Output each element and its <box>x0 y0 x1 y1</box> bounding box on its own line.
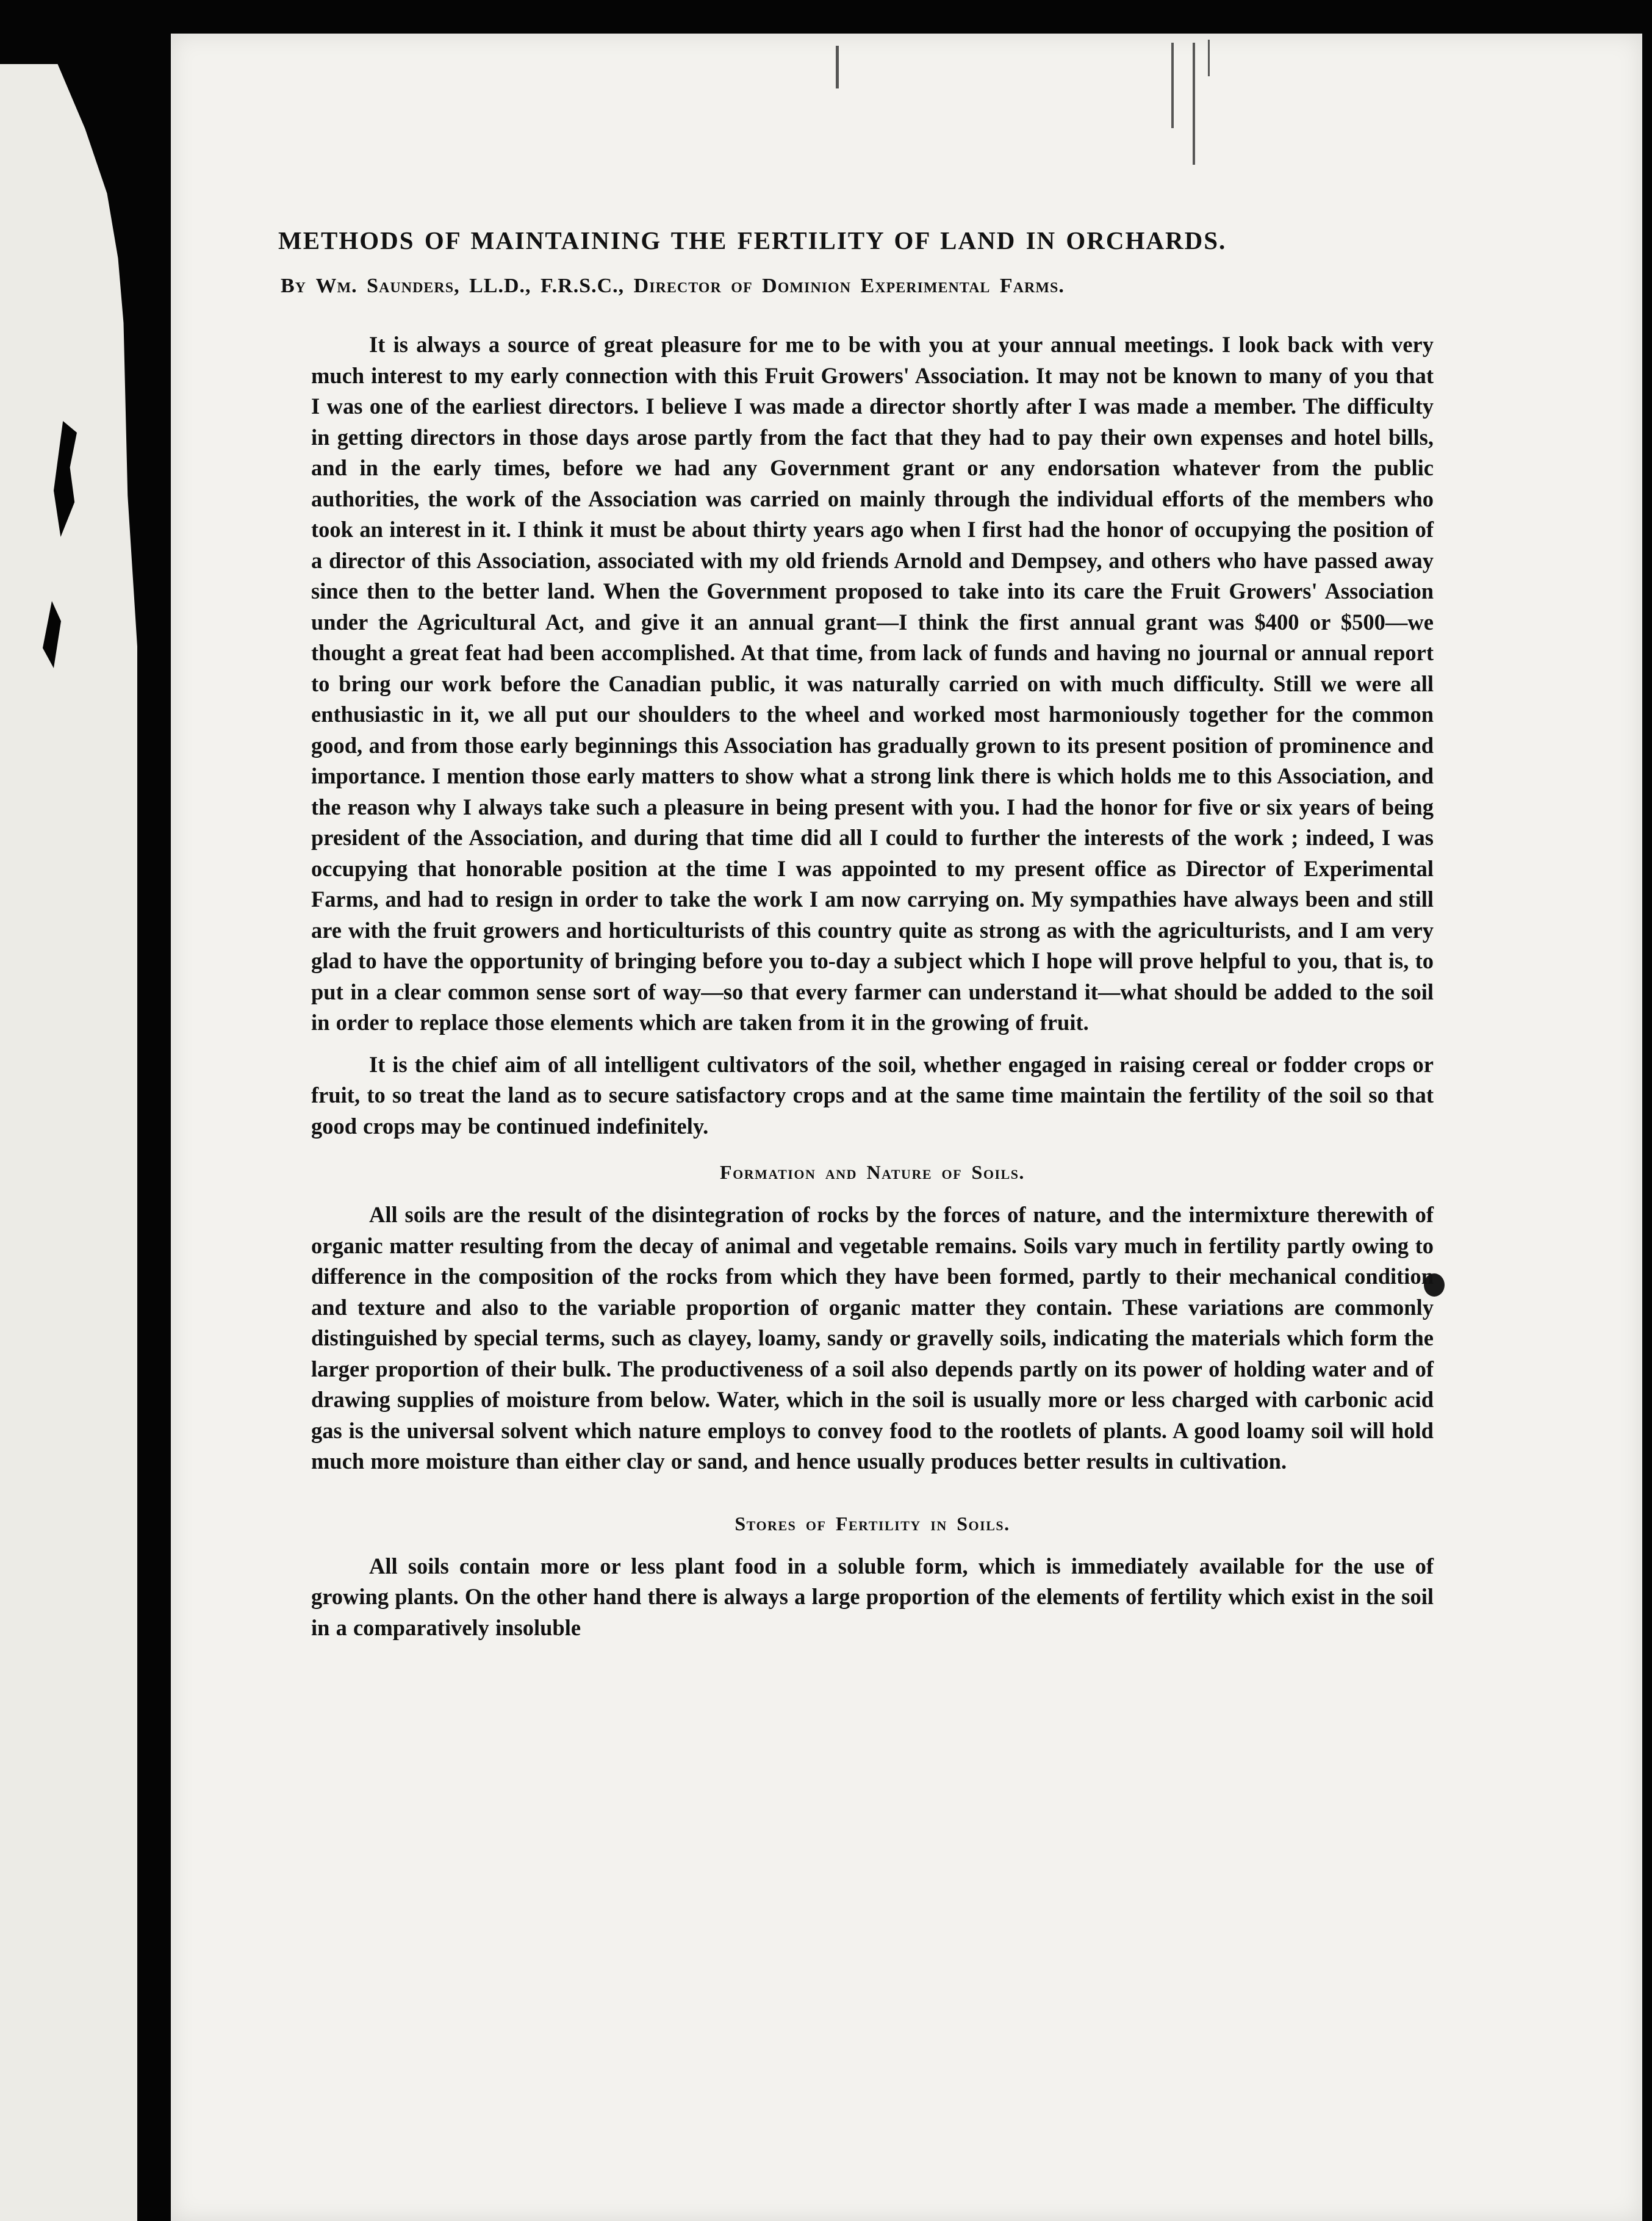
intro-paragraph: It is always a source of great pleasure for me to be with you at your annual meetings. I look back with very much interest to my early connection with this Fruit Growers' Association. It may not be known to many of you that I was one of the earliest directors. I believe I was made a director shortly after I was made a member. The difficulty in getting directors in those days arose partly from the fact that they had to pay their own expenses and hotel bills, and in the early times, before we had any Government grant or any endorsation whatever from the public authorities, the work of the Association was carried on mainly through the individual efforts of the members who took an interest in it. I think it must be about thirty years ago when I first had the honor of occupying the position of a director of this Association, associated with my old friends Arnold and Dempsey, and others who have passed away since then to the better land. When the Government proposed to take into its care the Fruit Growers' Association under the Agricultural Act, and give it an annual grant—I think the first annual grant was $400 or $500—we thought a great feat had been accomplished. At that time, from lack of funds and having no journal or annual report to bring our work before the Canadian public, it was naturally carried on with much difficulty. Still we were all enthusiastic in it, we all put our shoulders to the wheel and worked most harmoniously together for the common good, and from those early beginnings this Association has gradually grown to its present position of prominence and importance. I mention those early matters to show what a strong link there is which holds me to this Association, and the reason why I always take such a pleasure in being present with you. I had the honor for five or six years of being president of the Association, and during that time did all I could to further the interests of the work ; indeed, I was occupying that honorable position at the time I was appointed to my present office as Director of Experimental Farms, and had to resign in order to take the work I am now carrying on. My sympathies have always been and still are with the fruit growers and horticulturists of this country quite as strong as with the agriculturists, and I am very glad to have the opportunity of bringing before you to-day a subject which I hope will prove helpful to you, that is, to put in a clear common sense sort of way—so that every farmer can understand it—what should be added to the soil in order to replace those elements which are taken from it in the growing of fruit. <box>311 332 1434 1035</box>
byline-role: Director of Dominion Experimental Farms. <box>633 275 1065 297</box>
intro-paragraph: It is the chief aim of all intelligent cultivators of the soil, whether engaged in raising cereal or fodder crops or fruit, to so treat the land as to secure satisfactory crops and at the same time maintain the fertility of the soil so that good crops may be continued indefinitely. <box>311 1051 1434 1139</box>
leaf-tear <box>43 601 61 668</box>
stores-paragraph: All soils contain more or less plant food in a soluble form, which is immediately available for the use of growing plants. On the other hand there is always a large proportion of the elements of fertility which exist in the soil in a comparatively insoluble <box>311 1553 1434 1640</box>
scan-scratch <box>1171 43 1174 128</box>
section-heading-stores: Stores of Fertility in Soils. <box>734 1512 1010 1535</box>
byline <box>281 275 1434 298</box>
scan-scratch <box>1208 40 1210 76</box>
formation-paragraph: All soils are the result of the disintegration of rocks by the forces of nature, and the intermixture therewith of organic matter resulting from the decay of animal and vegetable remains. Soils vary much in fertility partly owing to difference in the composition of the rocks from which they have been formed, partly to their mechanical condition and texture and also to the variable proportion of organic matter they contain. These variations are commonly distinguished by special terms, such as clayey, loamy, sandy or gravelly soils, indicating the materials which form the larger proportion of their bulk. The productiveness of a soil also depends partly on its power of holding water and of drawing supplies of moisture from below. Water, which in the soil is usually more or less charged with carbonic acid gas is the universal solvent which nature employs to convey food to the rootlets of plants. A good loamy soil will hold much more moisture than either clay or sand, and hence usually produces better results in cultivation. <box>311 1202 1434 1474</box>
document-content <box>278 226 1434 1643</box>
section-heading-formation: Formation and Nature of Soils. <box>720 1161 1025 1183</box>
leaf-tear <box>54 421 77 537</box>
byline-prefix: By <box>281 275 307 297</box>
page-title: METHODS OF MAINTAINING THE FERTILITY OF LAND IN ORCHARDS. <box>278 226 1227 254</box>
scan-scratch <box>836 46 839 88</box>
previous-page-edge <box>0 64 137 2221</box>
byline-author: Wm. Saunders, LL.D., F.R.S.C., <box>315 275 625 297</box>
scan-scratch <box>1193 43 1195 165</box>
